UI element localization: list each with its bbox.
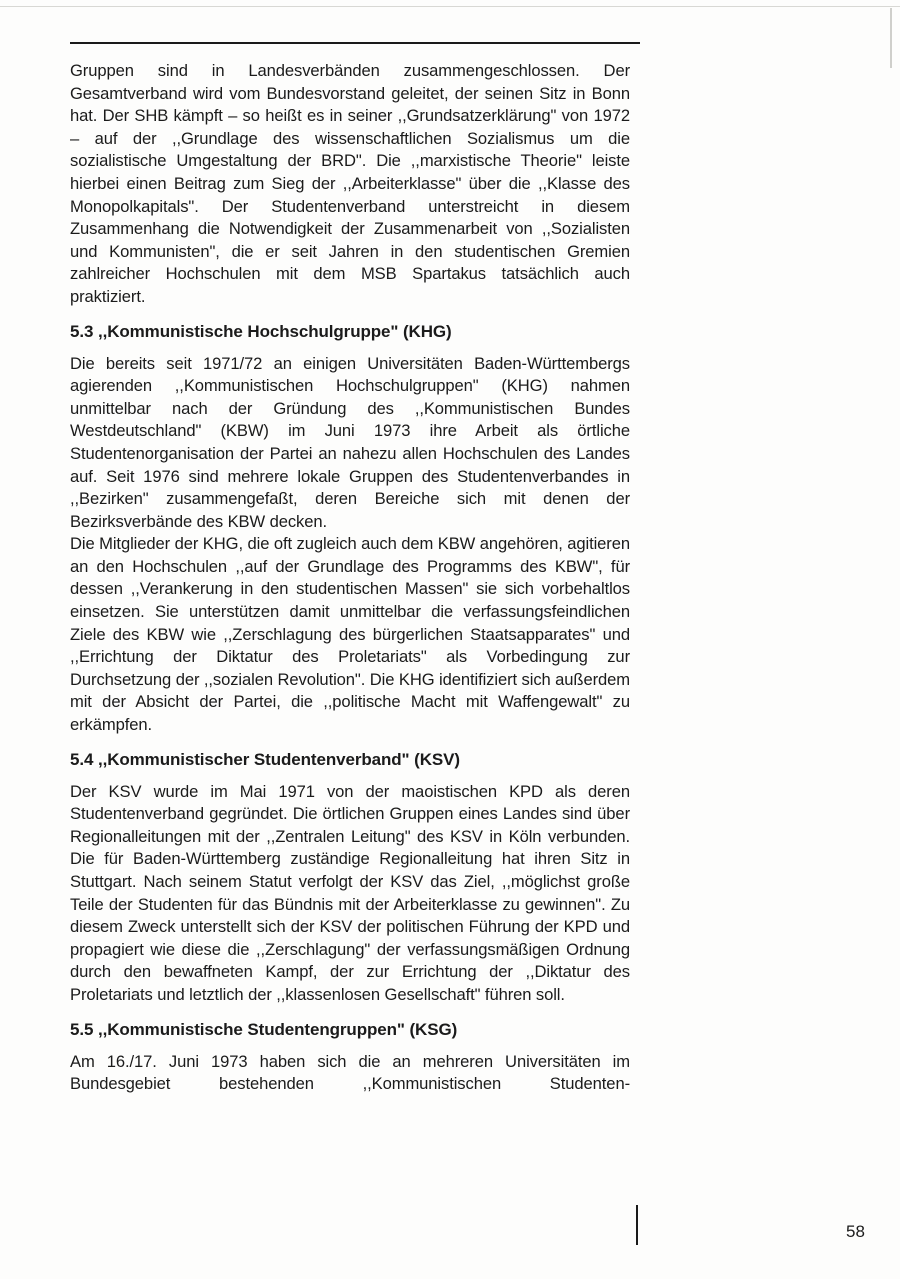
scan-right-edge xyxy=(890,8,892,68)
paragraph-khg-history: Die bereits seit 1971/72 an einigen Universitäten Baden-Württembergs agierenden ,,Kommunistischen Hochschulgruppen" (KHG) nahmen unmittelbar nach der Gründung des ,,Kommunistischen Bundes Westdeutschland" (KBW) im Juni 1973 ihre Arbeit als örtliche Studentenorganisation der Partei an nahezu allen Hochschulen des Landes auf. Seit 1976 sind mehrere lokale Gruppen des Studentenverbandes in ,,Bezirken" zusammengefaßt, deren Bereiche sich mit denen der Bezirksverbände des KBW decken. xyxy=(70,353,630,531)
paragraph-ksv: Der KSV wurde im Mai 1971 von der maoistischen KPD als deren Studentenverband gegründet. Die örtlichen Gruppen eines Landes sind über Regionalleitungen mit der ,,Zentralen Leitung" des KSV in Köln verbunden. Die für Baden-Württemberg zuständige Regionalleitung hat ihren Sitz in Stuttgart. Nach seinem Statut verfolgt der KSV das Ziel, ,,möglichst große Teile der Studenten für das Bündnis mit der Arbeiterklasse zu gewinnen". Zu diesem Zweck unterstellt sich der KSV der politischen Führung der KPD und propagiert wie diese die ,,Zerschlagung" der verfassungsmäßigen Ordnung durch den bewaffneten Kampf, der zur Errichtung der ,,Diktatur des Proletariats und letztlich der ,,klassenlosen Gesellschaft" führen soll. xyxy=(70,781,630,1004)
top-rule xyxy=(70,42,640,44)
text-column xyxy=(70,60,630,1096)
heading-ksv: 5.4 ,,Kommunistischer Studentenverband" (KSV) xyxy=(70,749,460,769)
heading-khg: 5.3 ,,Kommunistische Hochschulgruppe" (KHG) xyxy=(70,321,452,341)
paragraph-ksg: Am 16./17. Juni 1973 haben sich die an mehreren Universitäten im Bundesgebiet bestehenden ,,Kommunistischen Studenten- xyxy=(70,1051,630,1094)
page-number: 58 xyxy=(846,1222,865,1241)
column-end-rule xyxy=(636,1205,638,1245)
scan-top-edge xyxy=(0,6,900,7)
paragraph-khg-members: Die Mitglieder der KHG, die oft zugleich auch dem KBW angehören, agitieren an den Hochschulen ,,auf der Grundlage des Programms des KBW", für dessen ,,Verankerung in den studentischen Massen" sie sich vorbehaltlos einsetzen. Sie unterstützen damit unmittelbar die verfassungsfeindlichen Ziele des KBW wie ,,Zerschlagung des bürgerlichen Staatsapparates" und ,,Errichtung der Diktatur des Proletariats" als Vorbedingung zur Durchsetzung der ,,sozialen Revolution". Die KHG identifiziert sich außerdem mit der Absicht der Partei, die ,,politische Macht mit Waffengewalt" zu erkämpfen. xyxy=(70,534,630,735)
heading-ksg: 5.5 ,,Kommunistische Studentengruppen" (KSG) xyxy=(70,1019,458,1039)
paragraph-shb: Gruppen sind in Landesverbänden zusammengeschlossen. Der Gesamtverband wird vom Bundesvorstand geleitet, der seinen Sitz in Bonn hat. Der SHB kämpft – so heißt es in seiner ,,Grundsatzerklärung" von 1972 – auf der ,,Grundlage des wissenschaftlichen Sozialismus um die sozialistische Umgestaltung der BRD". Die ,,marxistische Theorie" leiste hierbei einen Beitrag zum Sieg der ,,Arbeiterklasse" über die ,,Klasse des Monopolkapitals". Der Studentenverband unterstreicht in diesem Zusammenhang die Notwendigkeit der Zusammenarbeit von ,,Sozialisten und Kommunisten", die er seit Jahren in den studentischen Gremien zahlreicher Hochschulen mit dem MSB Spartakus tatsächlich auch praktiziert. xyxy=(70,61,630,306)
